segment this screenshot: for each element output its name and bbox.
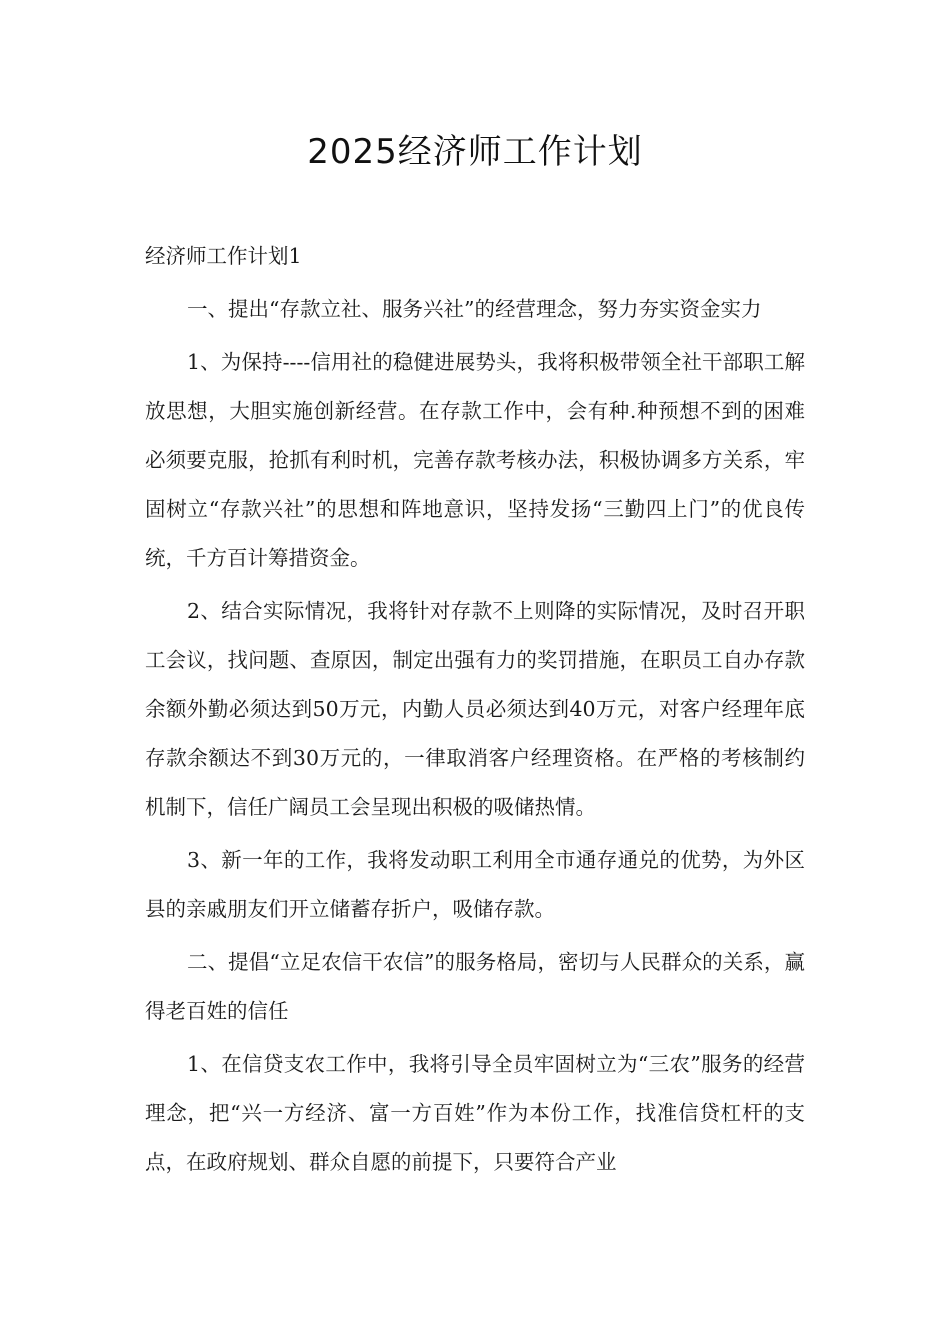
paragraph: 1、在信贷支农工作中，我将引导全员牢固树立为“三农”服务的经营理念，把“兴一方经济、富一方百姓”作为本份工作，找准信贷杠杆的支点，在政府规划、群众自愿的前提下，只要符合产业 xyxy=(145,1052,805,1174)
section-subtitle: 经济师工作计划1 xyxy=(145,244,302,268)
paragraph: 二、提倡“立足农信干农信”的服务格局，密切与人民群众的关系，赢得老百姓的信任 xyxy=(145,950,805,1023)
paragraph: 1、为保持----信用社的稳健进展势头，我将积极带领全社干部职工解放思想，大胆实施创新经营。在存款工作中，会有种.种预想不到的困难必须要克服，抢抓有利时机，完善存款考核办法，积极协调多方关系，牢固树立“存款兴社”的思想和阵地意识，坚持发扬“三勤四上门”的优良传统，千方百计筹措资金。 xyxy=(145,350,805,570)
page-title: 2025经济师工作计划 xyxy=(307,132,643,172)
paragraph: 2、结合实际情况，我将针对存款不上则降的实际情况，及时召开职工会议，找问题、查原因，制定出强有力的奖罚措施，在职员工自办存款余额外勤必须达到50万元，内勤人员必须达到40万元，对客户经理年底存款余额达不到30万元的，一律取消客户经理资格。在严格的考核制约机制下，信任广阔员工会呈现出积极的吸储热情。 xyxy=(145,599,805,819)
paragraph: 3、新一年的工作，我将发动职工利用全市通存通兑的优势，为外区县的亲戚朋友们开立储蓄存折户，吸储存款。 xyxy=(145,848,805,921)
document-body xyxy=(145,232,805,1187)
paragraph: 一、提出“存款立社、服务兴社”的经营理念，努力夯实资金实力 xyxy=(187,297,762,321)
